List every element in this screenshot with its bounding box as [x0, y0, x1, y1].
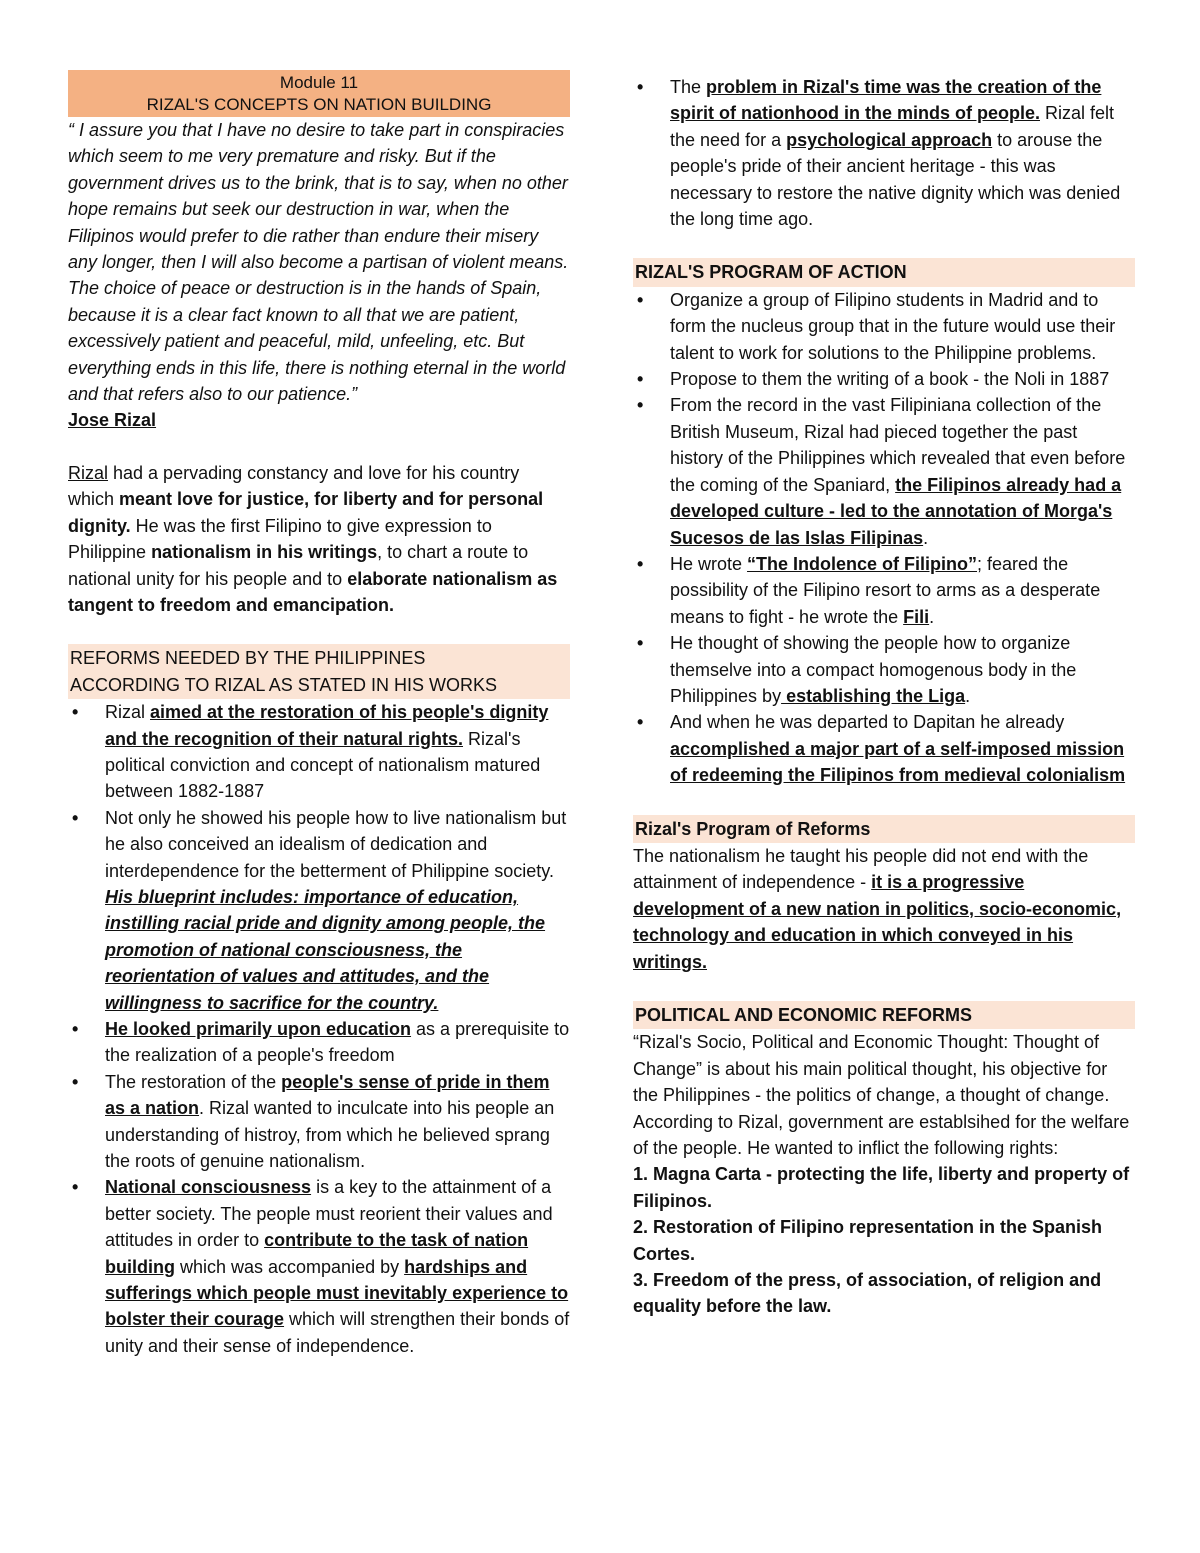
spacer	[633, 232, 1135, 258]
intro-rizal: Rizal	[68, 462, 109, 483]
item-emphasis: psychological approach	[786, 129, 993, 150]
item-text: Rizal's political conviction and concept of nationalism matured between 1882-1887	[105, 728, 541, 802]
page-title: RIZAL'S CONCEPTS ON NATION BUILDING	[146, 95, 492, 114]
rizal-quote: “ I assure you that I have no desire to take part in conspiracies which seem to me very premature and risky. But if the government drives us to the brink, that is to say, when no other hope remains but seek our destruction in war, when the Filipinos would prefer to die rather than endure their misery any longer, then I will also become a partisan of violent means. The choice of peace or destruction is in the hands of Spain, because it is a clear fact known to all that we are patient, excessively patient and peaceful, mild, unfeeling, etc. But everything ends in this life, there is nothing eternal in the world and that refers also to our patience.”	[68, 120, 569, 405]
political-paragraph-2: According to Rizal, government are establsihed for the welfare of the people. He wanted to inflict the following rights:	[633, 1111, 1130, 1159]
item-text: which will strengthen their bonds of unity and their sense of independence.	[105, 1309, 570, 1356]
item-text: Rizal felt the need for a	[670, 103, 1115, 150]
spacer	[68, 618, 570, 644]
item-emphasis: National consciousness	[105, 1177, 312, 1198]
list-item	[633, 74, 1135, 232]
intro-paragraph	[68, 460, 570, 618]
item-emphasis: people's sense of pride in them as a nation	[105, 1071, 550, 1119]
item-emphasis: aimed at the restoration of his people's dignity and the recognition of their natural rights.	[105, 702, 549, 749]
item-text: From the record in the vast Filipiniana collection of the British Museum, Rizal had pieced together the past history of the Philippines which revealed that even before the coming of the Spaniard,	[670, 395, 1126, 495]
program-reforms-paragraph	[633, 843, 1135, 975]
module-number: Module 11	[279, 73, 359, 92]
item-text: .	[923, 527, 929, 548]
item-emphasis: hardships and sufferings which people must inevitably experience to bolster their courage	[105, 1256, 569, 1330]
program-heading: RIZAL'S PROGRAM OF ACTION	[633, 258, 1135, 286]
item-text: He thought of showing the people how to organize themselve into a compact homogenous body in the Philippines by	[670, 633, 1077, 706]
item-emphasis: His blueprint includes: importance of education, instilling racial pride and dignity among people, the promotion of national consciousness, the reorientation of values and attitudes, and the willingness to sacrifice for the country.	[105, 886, 546, 1013]
right-item-3: 3. Freedom of the press, of association, of religion and equality before the law.	[633, 1270, 1102, 1317]
political-heading: POLITICAL AND ECONOMIC REFORMS	[633, 1001, 1135, 1029]
reforms-list	[68, 699, 570, 1359]
item-emphasis: the Filipinos already had a developed culture - led to the annotation of Morga's Sucesos de las Islas Filipinas	[670, 474, 1122, 548]
item-text: The restoration of the	[105, 1071, 282, 1092]
module-title-box	[68, 70, 570, 117]
item-emphasis: problem in Rizal's time was the creation of the spirit of nationhood in the minds of people.	[670, 77, 1102, 124]
list-item	[68, 1069, 570, 1175]
spacer	[633, 975, 1135, 1001]
list-item: • Organize a group of Filipino students in Madrid and to form the nucleus group that in the future would use their talent to work for solutions to the Philippine problems.	[633, 287, 1135, 366]
list-item: • Propose to them the writing of a book - the Noli in 1887	[633, 366, 1135, 392]
item-text: He wrote	[670, 553, 748, 574]
item-emphasis: contribute to the task of nation building	[105, 1230, 529, 1277]
item-emphasis: “The Indolence of Filipino”	[747, 553, 978, 574]
intro-bold-elaborate: elaborate nationalism as tangent to freedom and emancipation.	[68, 568, 558, 615]
program-reforms-heading: Rizal's Program of Reforms	[633, 815, 1135, 843]
spacer	[633, 789, 1135, 815]
intro-text: had a pervading constancy and love for his country which	[68, 462, 520, 510]
right-item-2: 2. Restoration of Filipino representation in the Spanish Cortes.	[633, 1217, 1103, 1264]
list-item	[633, 551, 1135, 630]
item-text: .	[965, 685, 971, 706]
item-emphasis: He looked primarily upon education	[105, 1019, 412, 1039]
right-top-list	[633, 74, 1135, 232]
item-emphasis: it is a progressive development of a new nation in politics, socio-economic, technology and education in which conveyed in his writings.	[633, 872, 1122, 972]
item-text: Rizal	[105, 702, 151, 723]
list-item	[68, 805, 570, 1016]
intro-bold-love: meant love for justice, for liberty and for personal dignity.	[68, 489, 544, 536]
list-item	[633, 630, 1135, 709]
item-text: And when he was departed to Dapitan he already	[670, 712, 1065, 733]
list-item	[68, 1174, 570, 1359]
item-emphasis: accomplished a major part of a self-imposed mission of redeeming the Filipinos from medieval colonialism	[670, 738, 1126, 786]
item-text: as a prerequisite to the realization of a people's freedom	[105, 1019, 570, 1066]
item-text: The	[670, 77, 707, 97]
left-column	[68, 70, 570, 1359]
item-emphasis: establishing the Liga	[781, 685, 966, 706]
intro-text: He was the first Filipino to give expression to Philippine	[68, 515, 492, 563]
item-text: to arouse the people's pride of their ancient heritage - this was necessary to restore the native dignity which was denied the long time ago.	[670, 129, 1121, 230]
intro-text: , to chart a route to national unity for his people and to	[68, 542, 529, 589]
item-text: . Rizal wanted to inculcate into his people an understanding of histroy, from which he believed sprang the roots of genuine nationalism.	[105, 1098, 555, 1172]
item-text: which was accompanied by	[174, 1256, 405, 1277]
item-text: The nationalism he taught his people did not end with the attainment of independence -	[633, 845, 1089, 893]
list-item	[633, 709, 1135, 788]
right-item-1: 1. Magna Carta - protecting the life, liberty and property of Filipinos.	[633, 1164, 1130, 1211]
political-paragraph-1: “Rizal's Socio, Political and Economic Thought: Thought of Change” is about his main political thought, his objective for the Philippines - the politics of change, a thought of change.	[633, 1032, 1110, 1106]
reforms-heading	[68, 644, 570, 699]
quote-author: Jose Rizal	[68, 410, 157, 431]
right-column	[633, 74, 1135, 1320]
list-item	[68, 699, 570, 805]
intro-bold-nationalism: nationalism in his writings	[151, 542, 378, 563]
item-text: ; feared the possibility of the Filipino resort to arms as a desperate means to fight - he wrote the	[670, 553, 1101, 627]
reforms-heading-line2: ACCORDING TO RIZAL AS STATED IN HIS WORKS	[70, 674, 498, 695]
list-item	[68, 1016, 570, 1069]
item-text: Not only he showed his people how to live nationalism but he also conceived an idealism of dedication and interdependence for the betterment of Philippine society.	[105, 807, 567, 881]
spacer	[68, 434, 570, 460]
reforms-heading-line1: REFORMS NEEDED BY THE PHILIPPINES	[70, 648, 426, 669]
item-text: is a key to the attainment of a better society. The people must reorient their values and attitudes in order to	[105, 1177, 553, 1251]
item-text: .	[929, 606, 935, 627]
program-list	[633, 287, 1135, 789]
item-emphasis: Fili	[903, 606, 930, 627]
list-item	[633, 392, 1135, 550]
